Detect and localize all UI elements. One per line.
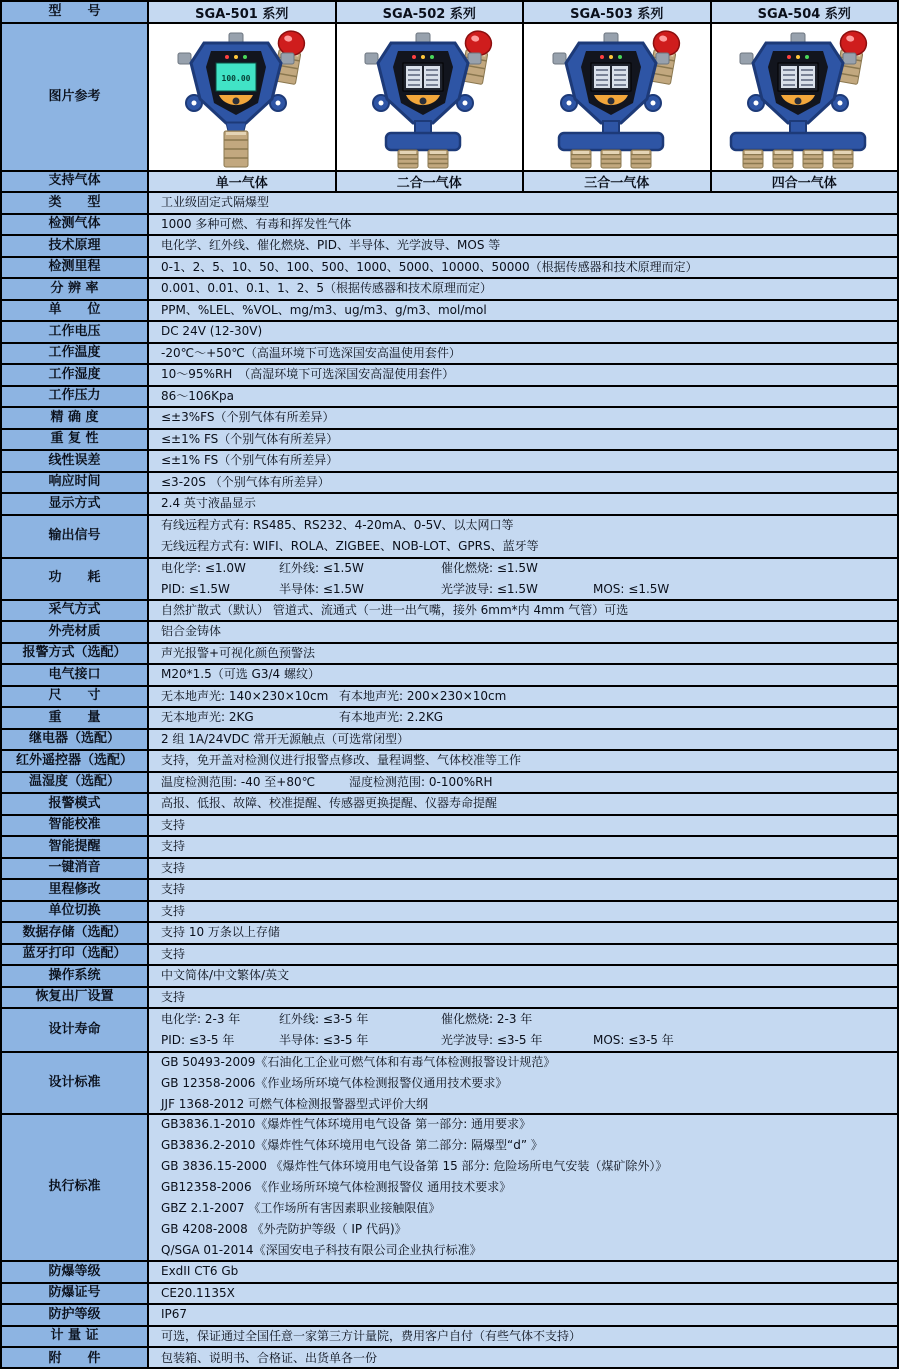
- spec-text-segment: 光学波导: ≤3-5 年: [441, 1033, 543, 1047]
- spec-text-segment: 有本地声光: 2.2KG: [339, 710, 444, 725]
- spec-text: 10～95%RH （高湿环境下可选深国安高湿使用套件）: [161, 367, 455, 382]
- spec-text-line: [161, 558, 891, 579]
- spec-text: 中文简体/中文繁体/英文: [161, 968, 290, 983]
- spec-text: PPM、%LEL、%VOL、mg/m3、ug/m3、g/m3、mol/mol: [161, 302, 487, 317]
- spec-text: 支持，免开盖对检测仪进行报警点修改、量程调整、气体校准等工作: [161, 753, 522, 768]
- spec-row-label: 工作电压: [2, 322, 149, 342]
- spec-row: [2, 236, 897, 258]
- spec-row: [2, 365, 897, 387]
- gas-count-2: 二合一气体: [337, 172, 525, 191]
- gas-count-3: 三合一气体: [524, 172, 712, 191]
- device-image-sga-503: [524, 24, 712, 170]
- spec-row-value: [149, 816, 897, 836]
- spec-row-label: 报警模式: [2, 794, 149, 814]
- spec-row: [2, 215, 897, 237]
- spec-text: 工业级固定式隔爆型: [161, 195, 270, 210]
- spec-row-value: [149, 387, 897, 407]
- spec-text-line: GB 12358-2006《作业场所环境气体检测报警仪通用技术要求》: [161, 1075, 508, 1090]
- spec-row-label: 单 位: [2, 301, 149, 321]
- spec-row-value: [149, 215, 897, 235]
- spec-text: IP67: [161, 1307, 188, 1322]
- gas-count-4: 四合一气体: [712, 172, 898, 191]
- spec-row-label: 报警方式（选配）: [2, 644, 149, 664]
- svg-text:100.00: 100.00: [221, 74, 251, 83]
- spec-row-label: 操作系统: [2, 966, 149, 986]
- gas-detector-illustration: [712, 25, 896, 169]
- spec-text: 可选，保证通过全国任意一家第三方计量院，费用客户自付（有些气体不支持）: [161, 1328, 582, 1343]
- spec-row-label: 检测气体: [2, 215, 149, 235]
- spec-text-segment: 催化燃烧: ≤1.5W: [441, 560, 538, 575]
- device-image-sga-501: [149, 24, 337, 170]
- spec-text-segment: 红外线: ≤1.5W: [279, 560, 364, 575]
- spec-row-value: [149, 751, 897, 771]
- spec-text-segment: 红外线: ≤3-5 年: [279, 1012, 369, 1026]
- spec-text-segment: 电化学: 2-3 年: [161, 1012, 241, 1026]
- spec-row: [2, 473, 897, 495]
- spec-rows-container: [2, 193, 897, 1369]
- spec-row-value: [149, 1009, 897, 1051]
- spec-text: ≤±3%FS（个别气体有所差异）: [161, 410, 335, 425]
- spec-row-value: [149, 1053, 897, 1113]
- spec-row-label: 设计标准: [2, 1053, 149, 1113]
- spec-row-value: [149, 730, 897, 750]
- spec-row: [2, 193, 897, 215]
- spec-row-label: 蓝牙打印（选配）: [2, 945, 149, 965]
- spec-row: [2, 1009, 897, 1053]
- spec-row-value: [149, 601, 897, 621]
- spec-row-value: [149, 794, 897, 814]
- spec-row-value: [149, 665, 897, 685]
- spec-row-label: 智能校准: [2, 816, 149, 836]
- spec-row: [2, 880, 897, 902]
- spec-row-value: [149, 687, 897, 707]
- image-reference-row: [2, 24, 897, 172]
- spec-row-value: [149, 988, 897, 1008]
- spec-text: M20*1.5（可选 G3/4 螺纹）: [161, 667, 320, 682]
- spec-row: [2, 687, 897, 709]
- spec-row: [2, 344, 897, 366]
- spec-row-label: 线性误差: [2, 451, 149, 471]
- spec-text-segment: 温度检测范围: -40 至+80℃: [161, 774, 316, 789]
- spec-text-line: [161, 772, 891, 793]
- spec-text-segment: 半导体: ≤1.5W: [279, 581, 364, 596]
- spec-text-line: [161, 579, 891, 600]
- spec-row-label: 附 件: [2, 1348, 149, 1369]
- spec-text-segment: 湿度检测范围: 0-100%RH: [349, 774, 493, 789]
- model-header-row: [2, 2, 897, 24]
- spec-row: [2, 516, 897, 559]
- spec-row-label: 恢复出厂设置: [2, 988, 149, 1008]
- spec-row-value: [149, 1305, 897, 1325]
- spec-row-value: [149, 322, 897, 342]
- spec-text: CE20.1135X: [161, 1285, 235, 1300]
- spec-row-label: 采气方式: [2, 601, 149, 621]
- spec-text: 支持: [161, 860, 186, 875]
- spec-row-value: [149, 559, 897, 599]
- spec-row-value: [149, 430, 897, 450]
- spec-text-line: GB 50493-2009《石油化工企业可燃气体和有毒气体检测报警设计规范》: [161, 1054, 556, 1069]
- spec-text-line: GB3836.1-2010《爆炸性气体环境用电气设备 第一部分: 通用要求》: [161, 1117, 532, 1131]
- spec-row: [2, 430, 897, 452]
- spec-row-value: [149, 408, 897, 428]
- spec-row-value: [149, 880, 897, 900]
- spec-row-label: 响应时间: [2, 473, 149, 493]
- spec-row-label: 一键消音: [2, 859, 149, 879]
- spec-text: 支持: [161, 882, 186, 897]
- spec-row: [2, 1262, 897, 1284]
- gas-row-label: 支持气体: [2, 172, 149, 191]
- model-name-sga-504: SGA-504 系列: [712, 2, 898, 22]
- spec-text: -20℃～+50℃（高温环境下可选深国安高温使用套件）: [161, 345, 461, 360]
- spec-text-line: [161, 1009, 891, 1030]
- spec-text: 自然扩散式（默认） 管道式、流通式（一进一出气嘴，接外 6mm*内 4mm 气管）可选: [161, 602, 629, 617]
- spec-text-segment: 无本地声光: 2KG: [161, 710, 254, 725]
- spec-row-value: [149, 236, 897, 256]
- spec-text-segment: 电化学: ≤1.0W: [161, 560, 246, 575]
- spec-row: [2, 837, 897, 859]
- spec-text-segment: MOS: ≤1.5W: [593, 581, 670, 596]
- spec-row-label: 外壳材质: [2, 622, 149, 642]
- spec-row-value: [149, 344, 897, 364]
- spec-row-value: [149, 1327, 897, 1347]
- spec-row-value: [149, 1284, 897, 1304]
- spec-row: [2, 494, 897, 516]
- spec-row-value: [149, 837, 897, 857]
- spec-text: 86～106Kpa: [161, 388, 235, 403]
- spec-text: 0-1、2、5、10、50、100、500、1000、5000、10000、50000（根据传感器和技术原理而定）: [161, 259, 698, 274]
- spec-text-line: GB12358-2006 《作业场所环境气体检测报警仪 通用技术要求》: [161, 1180, 512, 1194]
- spec-text: 声光报警+可视化颜色预警法: [161, 645, 316, 660]
- device-image-sga-504: [712, 24, 898, 170]
- spec-row: [2, 279, 897, 301]
- spec-row-label: 计 量 证: [2, 1327, 149, 1347]
- spec-row: [2, 859, 897, 881]
- spec-row: [2, 451, 897, 473]
- spec-text: 铝合金铸体: [161, 624, 222, 639]
- spec-text-segment: 无本地声光: 140×230×10cm: [161, 688, 329, 703]
- spec-text: ≤±1% FS（个别气体有所差异）: [161, 431, 339, 446]
- spec-row-value: [149, 708, 897, 728]
- spec-row: [2, 322, 897, 344]
- spec-text: 电化学、红外线、催化燃烧、PID、半导体、光学波导、MOS 等: [161, 238, 501, 253]
- spec-text: ExdII CT6 Gb: [161, 1264, 239, 1279]
- spec-text-line: [161, 707, 891, 728]
- spec-text: 包装箱、说明书、合格证、出货单各一份: [161, 1351, 378, 1366]
- spec-row: [2, 644, 897, 666]
- spec-row-value: [149, 365, 897, 385]
- spec-row-label: 分 辨 率: [2, 279, 149, 299]
- spec-text-segment: MOS: ≤3-5 年: [593, 1033, 674, 1047]
- spec-text-line: 有线远程方式有: RS485、RS232、4-20mA、0-5V、以太网口等: [161, 518, 514, 532]
- spec-row: [2, 794, 897, 816]
- spec-row: [2, 559, 897, 601]
- spec-row-label: 显示方式: [2, 494, 149, 514]
- spec-row: [2, 1053, 897, 1115]
- spec-text: 支持 10 万条以上存储: [161, 925, 280, 940]
- spec-row-label: 功 耗: [2, 559, 149, 599]
- spec-row-value: [149, 902, 897, 922]
- spec-text-line: GB 3836.15-2000 《爆炸性气体环境用电气设备第 15 部分: 危险场所电气安装（煤矿除外）》: [161, 1159, 668, 1173]
- spec-row-value: [149, 451, 897, 471]
- spec-row: [2, 966, 897, 988]
- spec-row: [2, 751, 897, 773]
- spec-text-segment: 催化燃烧: 2-3 年: [441, 1012, 533, 1026]
- spec-row-value: [149, 923, 897, 943]
- spec-row-label: 工作湿度: [2, 365, 149, 385]
- spec-row-label: 防爆等级: [2, 1262, 149, 1282]
- spec-row-value: [149, 301, 897, 321]
- spec-row-value: [149, 966, 897, 986]
- spec-text-segment: PID: ≤3-5 年: [161, 1033, 235, 1047]
- gas-detector-illustration: [150, 25, 334, 169]
- spec-row-label: 智能提醒: [2, 837, 149, 857]
- spec-row-value: [149, 859, 897, 879]
- gas-count-1: 单一气体: [149, 172, 337, 191]
- spec-row: [2, 988, 897, 1010]
- spec-text-segment: 光学波导: ≤1.5W: [441, 581, 538, 596]
- spec-row-label: 里程修改: [2, 880, 149, 900]
- spec-row-label: 继电器（选配）: [2, 730, 149, 750]
- spec-row: [2, 816, 897, 838]
- spec-row-value: [149, 1262, 897, 1282]
- spec-text: 支持: [161, 989, 186, 1004]
- spec-row-label: 设计寿命: [2, 1009, 149, 1051]
- spec-row-label: 检测里程: [2, 258, 149, 278]
- spec-text-line: GB3836.2-2010《爆炸性气体环境用电气设备 第二部分: 隔爆型“d” 》: [161, 1138, 543, 1152]
- spec-text-line: [161, 686, 891, 707]
- spec-text-line: Q/SGA 01-2014《深国安电子科技有限公司企业执行标准》: [161, 1243, 482, 1257]
- spec-row: [2, 773, 897, 795]
- spec-text-line: 无线远程方式有: WIFI、ROLA、ZIGBEE、NOB-LOT、GPRS、蓝牙等: [161, 539, 539, 553]
- spec-row-label: 数据存储（选配）: [2, 923, 149, 943]
- spec-text: 支持: [161, 839, 186, 854]
- spec-row-label: 红外遥控器（选配）: [2, 751, 149, 771]
- spec-row-value: [149, 258, 897, 278]
- spec-row-label: 尺 寸: [2, 687, 149, 707]
- spec-row-value: [149, 1115, 897, 1260]
- spec-row-value: [149, 622, 897, 642]
- spec-row: [2, 1327, 897, 1349]
- spec-row-label: 重 量: [2, 708, 149, 728]
- spec-row: [2, 1348, 897, 1369]
- spec-row-value: [149, 773, 897, 793]
- supported-gas-row: [2, 172, 897, 193]
- spec-text-line: GB 4208-2008 《外壳防护等级（ IP 代码)》: [161, 1222, 407, 1236]
- spec-text: ≤3-20S （个别气体有所差异）: [161, 474, 330, 489]
- spec-row-value: [149, 193, 897, 213]
- spec-row-label: 防爆证号: [2, 1284, 149, 1304]
- spec-text-segment: 有本地声光: 200×230×10cm: [339, 688, 507, 703]
- spec-row-label: 执行标准: [2, 1115, 149, 1260]
- spec-row: [2, 730, 897, 752]
- spec-text: 支持: [161, 817, 186, 832]
- spec-row: [2, 902, 897, 924]
- spec-row-value: [149, 1348, 897, 1369]
- spec-row-label: 重 复 性: [2, 430, 149, 450]
- spec-text: 2 组 1A/24VDC 常开无源触点（可选常闭型）: [161, 731, 410, 746]
- spec-text: ≤±1% FS（个别气体有所差异）: [161, 453, 339, 468]
- image-row-label: 图片参考: [2, 24, 149, 170]
- spec-text-line: [161, 1030, 891, 1051]
- spec-row: [2, 601, 897, 623]
- gas-detector-illustration: [337, 25, 521, 169]
- spec-row: [2, 708, 897, 730]
- model-name-sga-501: SGA-501 系列: [149, 2, 337, 22]
- spec-row-value: [149, 279, 897, 299]
- spec-text: 高报、低报、故障、校准提醒、传感器更换提醒、仪器寿命提醒: [161, 796, 498, 811]
- model-name-sga-502: SGA-502 系列: [337, 2, 525, 22]
- model-name-sga-503: SGA-503 系列: [524, 2, 712, 22]
- spec-text: 1000 多种可燃、有毒和挥发性气体: [161, 216, 352, 231]
- spec-row-label: 单位切换: [2, 902, 149, 922]
- spec-row: [2, 387, 897, 409]
- spec-row: [2, 923, 897, 945]
- spec-text-line: JJF 1368-2012 可燃气体检测报警器型式评价大纲: [161, 1096, 429, 1111]
- spec-row-label: 工作温度: [2, 344, 149, 364]
- spec-text: 支持: [161, 946, 186, 961]
- spec-text: 2.4 英寸液晶显示: [161, 496, 256, 511]
- spec-row-label: 防护等级: [2, 1305, 149, 1325]
- spec-row-value: [149, 494, 897, 514]
- spec-row: [2, 945, 897, 967]
- spec-row-label: 精 确 度: [2, 408, 149, 428]
- spec-row: [2, 1284, 897, 1306]
- spec-row: [2, 408, 897, 430]
- spec-row: [2, 1305, 897, 1327]
- spec-row-label: 工作压力: [2, 387, 149, 407]
- spec-text-segment: PID: ≤1.5W: [161, 581, 230, 596]
- spec-row-label: 温湿度（选配）: [2, 773, 149, 793]
- spec-row-label: 技术原理: [2, 236, 149, 256]
- gas-detector-illustration: [525, 25, 709, 169]
- spec-row-value: [149, 644, 897, 664]
- spec-row: [2, 258, 897, 280]
- header-model-label: 型 号: [2, 2, 149, 22]
- spec-row-value: [149, 945, 897, 965]
- device-image-sga-502: [337, 24, 525, 170]
- spec-row-label: 输出信号: [2, 516, 149, 557]
- spec-row: [2, 665, 897, 687]
- spec-text: DC 24V (12-30V): [161, 324, 263, 339]
- spec-row: [2, 622, 897, 644]
- spec-row: [2, 301, 897, 323]
- spec-text: 0.001、0.01、0.1、1、2、5（根据传感器和技术原理而定）: [161, 281, 493, 296]
- spec-row-value: [149, 473, 897, 493]
- spec-row-label: 类 型: [2, 193, 149, 213]
- spec-text-line: GBZ 2.1-2007 《工作场所有害因素职业接触限值》: [161, 1201, 441, 1215]
- spec-row-label: 电气接口: [2, 665, 149, 685]
- spec-row: [2, 1115, 897, 1262]
- spec-text-segment: 半导体: ≤3-5 年: [279, 1033, 369, 1047]
- spec-row-value: [149, 516, 897, 557]
- spec-text: 支持: [161, 903, 186, 918]
